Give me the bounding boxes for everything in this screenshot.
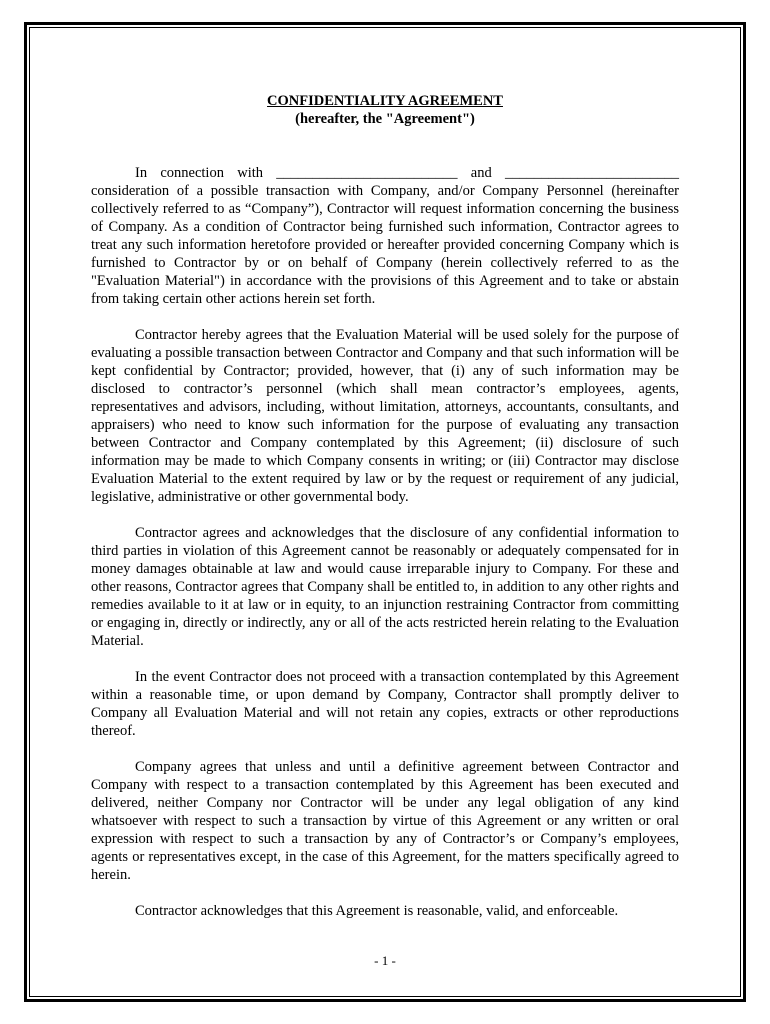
document-body (91, 92, 679, 938)
paragraph-6: Contractor acknowledges that this Agreement is reasonable, valid, and enforceable. (135, 903, 619, 919)
document-subtitle: (hereafter, the "Agreement") (295, 111, 475, 127)
paragraph-1: In connection with _________________________ and ________________________ consideration of a possible transaction with Company, and/or Company Personnel (hereinafter collectively referred to as “Company”), Contractor will request information concerning the business of Company. As a condition of Contractor being furnished such information, Contractor agrees to treat any such information heretofore provided or hereafter provided concerning Company which is furnished to Contractor by or on behalf of Company (herein collectively referred to as the "Evaluation Material") in accordance with the provisions of this Agreement and to take or abstain from taking certain other actions herein set forth. (91, 165, 679, 307)
paragraph-2: Contractor hereby agrees that the Evaluation Material will be used solely for the purpose of evaluating a possible transaction between Contractor and Company and that such information will be kept confidential by Contractor; provided, however, that (i) any of such information may be disclosed to contractor’s personnel (which shall mean contractor’s employees, agents, representatives and advisors, including, without limitation, attorneys, accountants, consultants, and appraisers) who need to know such information for the purpose of evaluating any transaction between Contractor and Company contemplated by this Agreement; (ii) disclosure of such information may be made to which Company consents in writing; or (iii) Contractor may disclose Evaluation Material to the extent required by law or by the request or requirement of any judicial, legislative, administrative or other governmental body. (91, 327, 679, 505)
paragraph-3: Contractor agrees and acknowledges that the disclosure of any confidential information to third parties in violation of this Agreement cannot be reasonably or adequately compensated for in money damages obtainable at law and would cause irreparable injury to Company. For these and other reasons, Contractor agrees that Company shall be entitled to, in addition to any other rights and remedies available to it at law or in equity, to an injunction restraining Contractor from committing or engaging in, directly or indirectly, any or all of the acts restricted herein relating to the Evaluation Material. (91, 525, 679, 649)
paragraph-4: In the event Contractor does not proceed with a transaction contemplated by this Agreement within a reasonable time, or upon demand by Company, Contractor shall promptly deliver to Company all Evaluation Material and will not retain any copies, extracts or other reproductions thereof. (91, 669, 679, 739)
paragraph-5: Company agrees that unless and until a definitive agreement between Contractor and Company with respect to a transaction contemplated by this Agreement has been executed and delivered, neither Company nor Contractor will be under any legal obligation of any kind whatsoever with respect to such a transaction by virtue of this Agreement or any written or oral expression with respect to such a transaction by any of Contractor’s or Company’s employees, agents or representatives except, in the case of this Agreement, for the matters specifically agreed to herein. (91, 759, 679, 883)
document-title: CONFIDENTIALITY AGREEMENT (267, 93, 503, 109)
page-number: - 1 - (374, 953, 396, 968)
